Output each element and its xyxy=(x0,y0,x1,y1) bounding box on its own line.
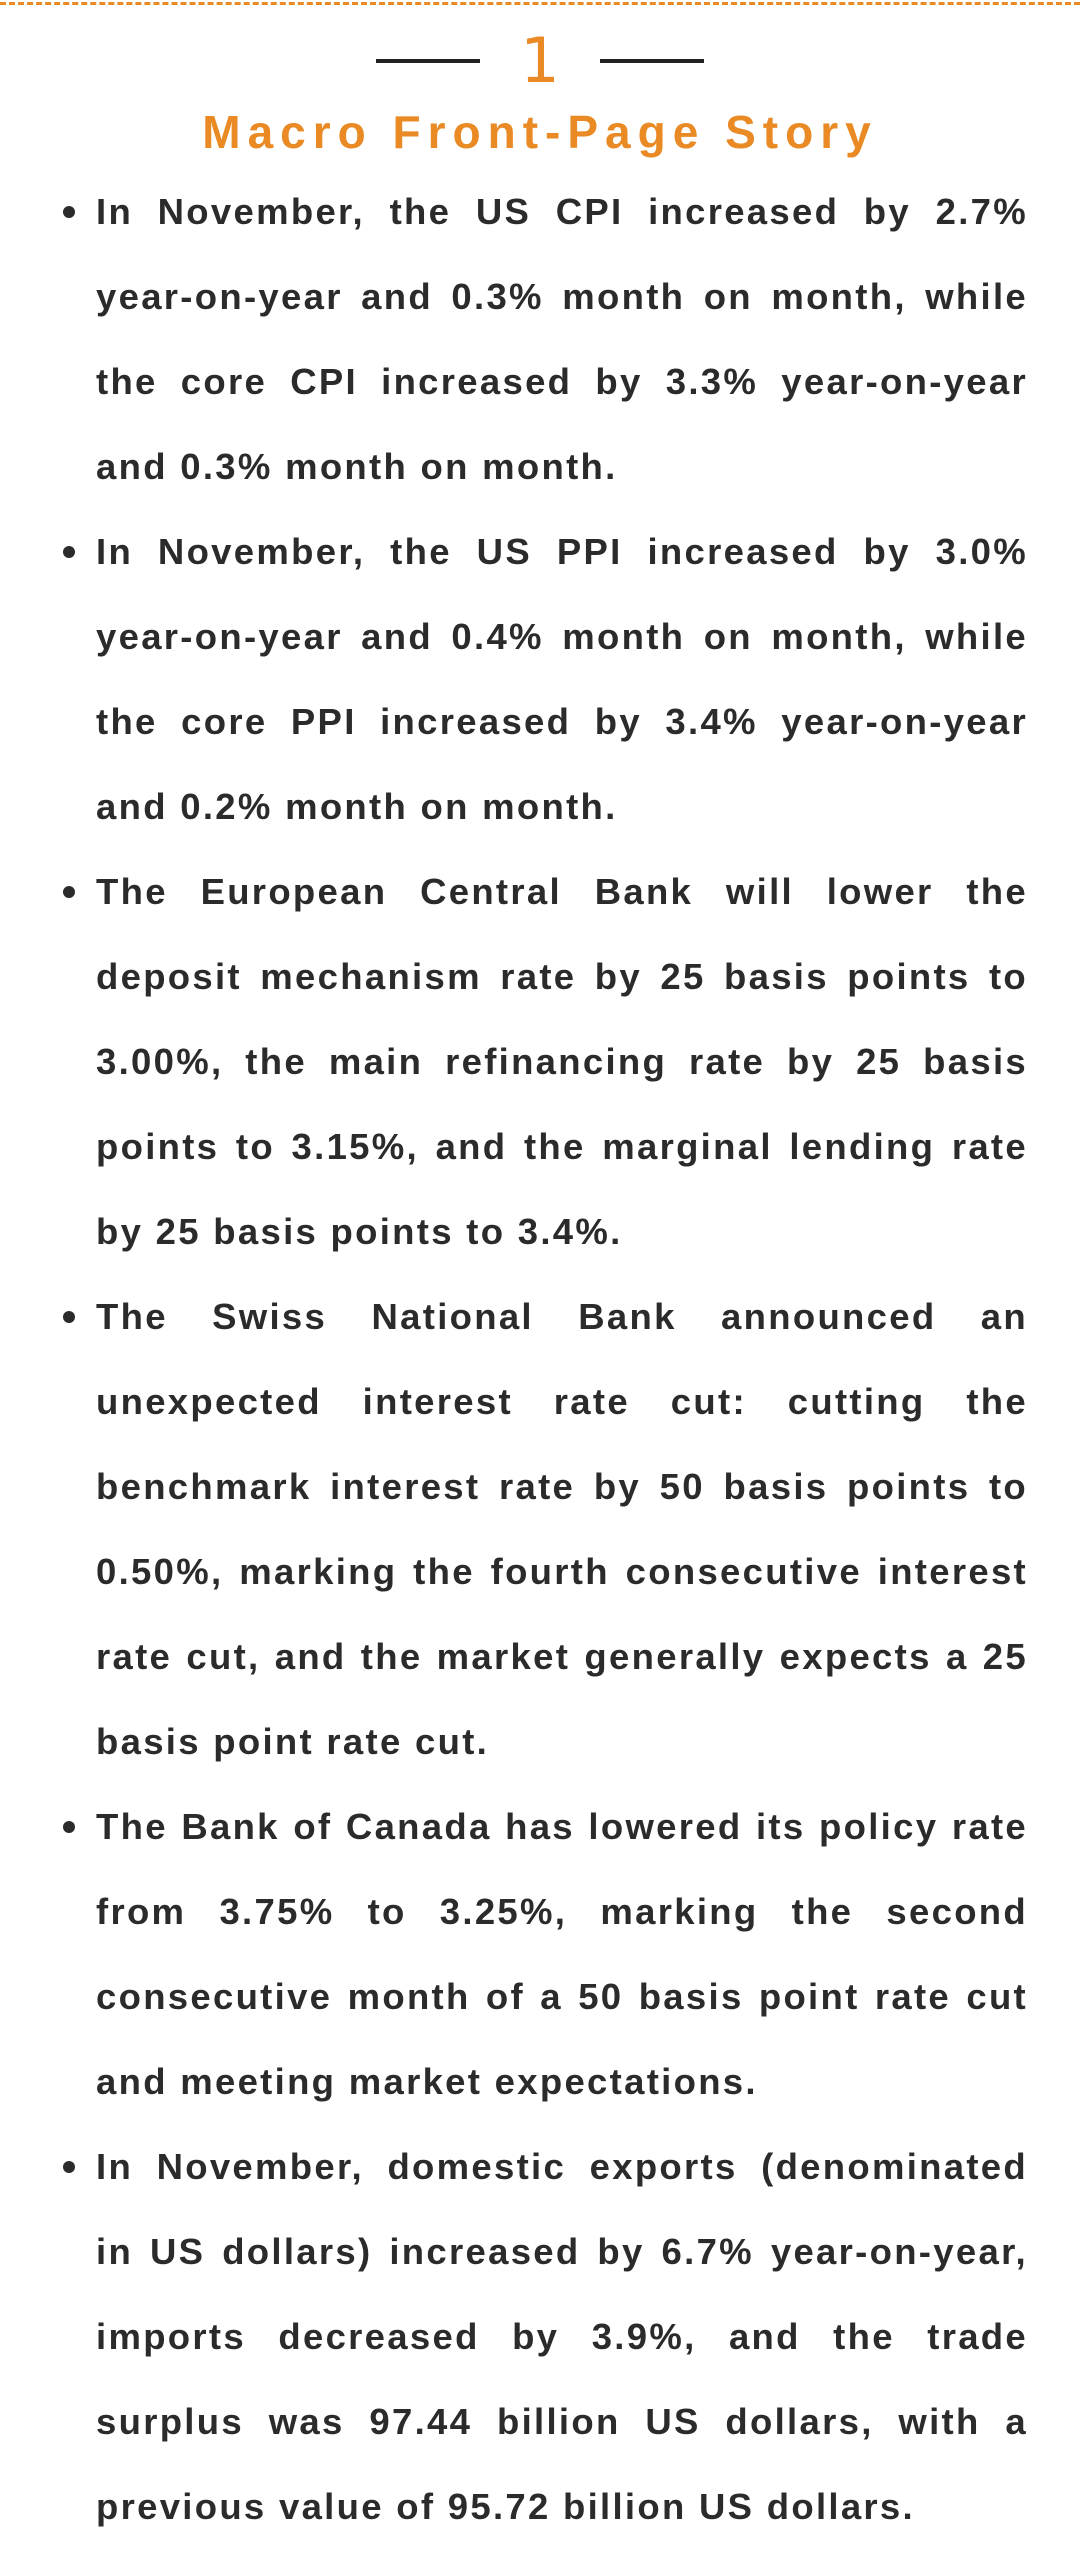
story-item-us-ppi xyxy=(56,509,1028,849)
story-text: The Swiss National Bank announced an unexpected interest rate cut: cutting the benchmark interest rate by 50 basis points to 0.50%, marking the fourth consecutive interest rate cut, and the market generally expects a 25 basis point rate cut. xyxy=(96,1296,1028,1762)
story-text: In November, the US PPI increased by 3.0% year-on-year and 0.4% month on month, while the core PPI increased by 3.4% year-on-year and 0.2% month on month. xyxy=(96,531,1028,827)
bullet-dot-icon xyxy=(63,2161,75,2173)
right-rule xyxy=(600,59,704,63)
top-dashed-divider xyxy=(0,2,1080,5)
left-rule xyxy=(376,59,480,63)
story-text: The Bank of Canada has lowered its policy rate from 3.75% to 3.25%, marking the second consecutive month of a 50 basis point rate cut and meeting market expectations. xyxy=(96,1806,1028,2102)
section-number-row xyxy=(0,20,1080,102)
story-item-snb-cut xyxy=(56,1274,1028,1784)
section-header xyxy=(0,20,1080,158)
section-title: Macro Front-Page Story xyxy=(202,106,878,158)
story-item-trade xyxy=(56,2124,1028,2549)
bullet-dot-icon xyxy=(63,1311,75,1323)
bullet-dot-icon xyxy=(63,1821,75,1833)
bullet-dot-icon xyxy=(63,886,75,898)
bullet-dot-icon xyxy=(63,206,75,218)
section-number: 1 xyxy=(520,24,560,97)
story-item-boc-cut xyxy=(56,1784,1028,2124)
story-item-ecb-rates xyxy=(56,849,1028,1274)
story-text: In November, the US CPI increased by 2.7% year-on-year and 0.3% month on month, while the core CPI increased by 3.3% year-on-year and 0.3% month on month. xyxy=(96,191,1028,487)
story-text: The European Central Bank will lower the deposit mechanism rate by 25 basis points to 3.00%, the main refinancing rate by 25 basis points to 3.15%, and the marginal lending rate by 25 basis points to 3.4%. xyxy=(96,871,1028,1252)
story-item-us-cpi xyxy=(56,169,1028,509)
story-text: In November, domestic exports (denominated in US dollars) increased by 6.7% year-on-year, imports decreased by 3.9%, and the trade surplus was 97.44 billion US dollars, with a previous value of 95.72 billion US dollars. xyxy=(96,2146,1028,2527)
bullet-dot-icon xyxy=(63,546,75,558)
story-list xyxy=(56,169,1028,2549)
